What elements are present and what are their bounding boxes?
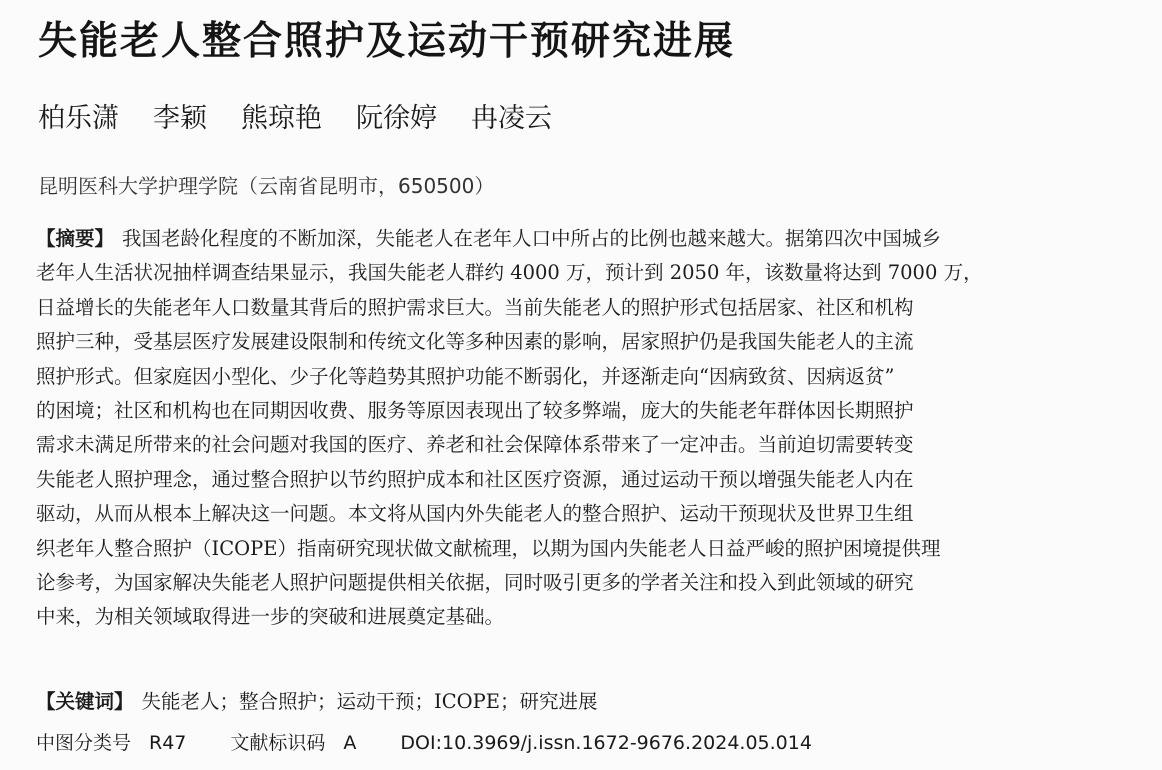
abstract-line: 驱动，从而从根本上解决这一问题。本文将从国内外失能老人的整合照护、运动干预现状及世界卫生组 [36,502,914,526]
abstract-label: 【摘要】 [36,227,115,250]
abstract-line: 照护三种，受基层医疗发展建设限制和传统文化等多种因素的影响，居家照护仍是我国失能老人的主流 [36,330,914,354]
doc-code-label: 文献标识码 [230,732,326,754]
classification-line [36,728,830,755]
paper-title: 失能老人整合照护及运动干预研究进展 [38,19,736,64]
keywords [36,686,597,714]
author-name: 冉凌云 [471,103,552,134]
abstract-line: 照护形式。但家庭因小型化、少子化等趋势其照护功能不断弱化，并逐渐走向“因病致贫、因病返贫” [36,364,895,388]
abstract-line: 老年人生活状况抽样调查结果显示，我国失能老人群约 4000 万，预计到 2050 年，该数量将达到 7000 万， [36,261,983,285]
author-name: 熊琼艳 [241,103,322,134]
author-name: 李颖 [153,103,207,134]
abstract-line: 中来，为相关领域取得进一步的突破和进展奠定基础。 [36,605,505,629]
abstract-line: 论参考，为国家解决失能老人照护问题提供相关依据，同时吸引更多的学者关注和投入到此领域的研究 [36,570,914,594]
abstract-line: 失能老人照护理念，通过整合照护以节约照护成本和社区医疗资源，通过运动干预以增强失能老人内在 [36,467,914,491]
author-name: 阮徐婷 [356,103,437,134]
author-list [38,96,552,135]
affiliation: 昆明医科大学护理学院（云南省昆明市，650500） [38,174,495,198]
clc-label: 中图分类号 [36,732,132,754]
abstract-line: 【摘要】 我国老龄化程度的不断加深，失能老人在老年人口中所占的比例也越来越大。据第四次中国城乡 [36,227,942,250]
clc-value: R47 [149,732,187,754]
abstract-line: 织老年人整合照护（ICOPE）指南研究现状做文献梳理，以期为国内失能老人日益严峻的照护困境提供理 [36,536,941,560]
abstract-line: 日益增长的失能老年人口数量其背后的照护需求巨大。当前失能老人的照护形式包括居家、社区和机构 [36,295,914,319]
abstract [36,222,1136,635]
keywords-label: 【关键词】 [36,690,134,713]
keywords-text: 失能老人；整合照护；运动干预；ICOPE；研究进展 [141,690,598,713]
doc-code-value: A [343,732,357,754]
doi: DOI:10.3969/j.issn.1672-9676.2024.05.014 [400,732,812,754]
abstract-line: 的困境；社区和机构也在同期因收费、服务等原因表现出了较多弊端，庞大的失能老年群体因长期照护 [36,398,914,422]
abstract-line: 需求未满足所带来的社会问题对我国的医疗、养老和社会保障体系带来了一定冲击。当前迫切需要转变 [36,433,914,457]
author-name: 柏乐潇 [38,103,119,134]
